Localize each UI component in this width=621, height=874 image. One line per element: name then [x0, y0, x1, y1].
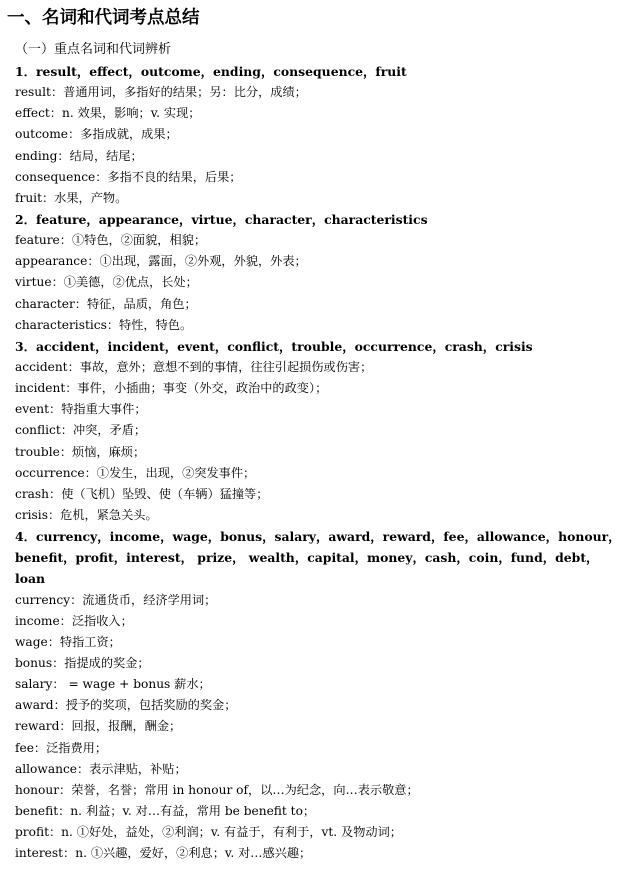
definition-line: fee：泛指费用；: [15, 740, 108, 755]
definition-line: fruit：水果，产物。: [15, 190, 128, 205]
section-subtitle: （一）重点名词和代词辨析: [15, 42, 172, 57]
definition-line: feature：①特色，②面貌，相貌；: [15, 233, 207, 248]
group-heading: loan: [15, 571, 46, 587]
text-body: [15, 61, 621, 864]
definition-line: ending：结局，结尾；: [15, 148, 143, 163]
definition-line: benefit：n. 利益；v. 对…有益，常用 be benefit to；: [15, 803, 316, 818]
definition-line: interest：n. ①兴趣，爱好，②利息；v. 对…感兴趣；: [15, 846, 312, 861]
definition-line: occurrence：①发生，出现，②突发事件；: [15, 465, 256, 480]
definition-line: bonus：指提成的奖金；: [15, 655, 150, 670]
definition-line: crisis：危机，紧急关头。: [15, 507, 158, 522]
definition-line: currency：流通货币，经济学用词；: [15, 592, 217, 607]
definition-line: honour：荣誉，名誉；常用 in honour of，以…为纪念，向…表示敬意；: [15, 782, 419, 797]
group-heading: 3．accident，incident，event，conflict，trouble，occurrence，crash，crisis: [15, 338, 533, 354]
definition-line: allowance：表示津贴，补贴；: [15, 761, 187, 776]
definition-line: conflict：冲突，矛盾；: [15, 423, 147, 438]
definition-line: salary： = wage + bonus 薪水；: [15, 677, 211, 692]
definition-line: appearance：①出现，露面，②外观，外貌，外表；: [15, 254, 307, 269]
definition-line: accident：事故，意外；意想不到的事情，往往引起损伤或伤害；: [15, 359, 373, 374]
group-heading: 4．currency，income，wage，bonus，salary，award，reward，fee，allowance，honour，: [15, 529, 621, 545]
definition-line: income：泛指收入；: [15, 613, 133, 628]
definition-line: crash：使（飞机）坠毁、使（车辆）猛撞等；: [15, 486, 269, 501]
definition-line: outcome：多指成就，成果；: [15, 127, 178, 142]
definition-line: incident：事件，小插曲；事变（外交，政治中的政变）；: [15, 381, 328, 396]
definition-line: effect：n. 效果，影响；v. 实现；: [15, 106, 201, 121]
definition-line: trouble：烦恼，麻烦；: [15, 444, 146, 459]
definition-line: consequence：多指不良的结果，后果；: [15, 169, 242, 184]
definition-line: profit：n. ①好处，益处，②利润；v. 有益于，有利于，vt. 及物动词；: [15, 825, 402, 840]
definition-line: character：特征，品质，角色；: [15, 296, 197, 311]
definition-line: result：普通用词，多指好的结果；另：比分，成绩；: [15, 85, 307, 100]
group-heading: 1．result，effect，outcome，ending，consequence，fruit: [15, 64, 407, 79]
group-heading: 2．feature，appearance，virtue，character，characteristics: [15, 211, 428, 227]
page-title: 一、名词和代词考点总结: [7, 8, 200, 28]
definition-line: event：特指重大事件；: [15, 402, 147, 417]
definition-line: wage：特指工资；: [15, 634, 121, 649]
group-heading: benefit，profit，interest， prize， wealth，capital，money，cash，coin，fund，debt，: [15, 550, 599, 566]
definition-line: reward：回报，报酬，酬金；: [15, 719, 182, 734]
definition-line: characteristics：特性，特色。: [15, 317, 193, 332]
definition-line: award：授予的奖项，包括奖励的奖金；: [15, 698, 237, 713]
definition-line: virtue：①美德，②优点，长处；: [15, 275, 198, 290]
